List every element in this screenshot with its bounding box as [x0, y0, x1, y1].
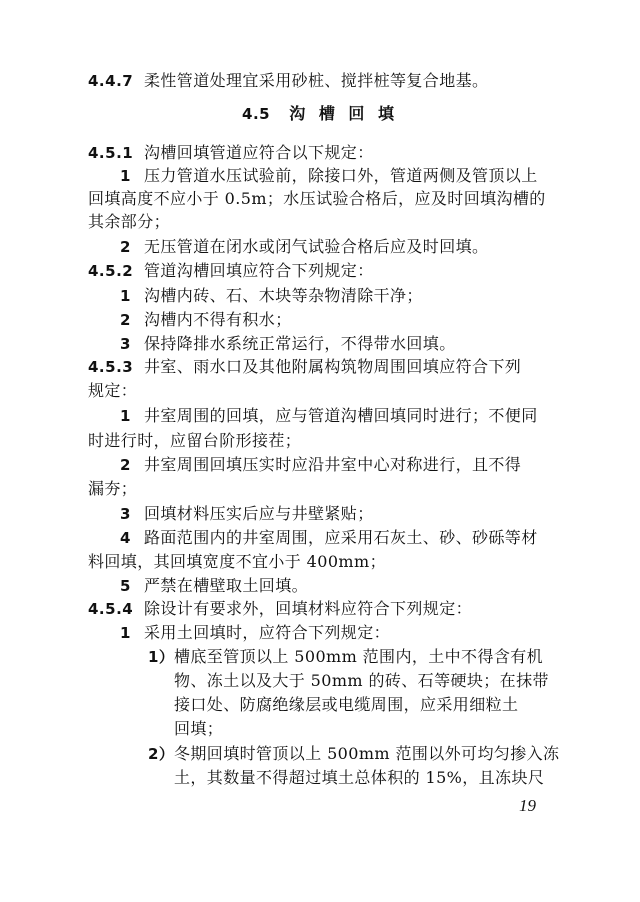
item-number: 1 — [120, 167, 131, 185]
list-item — [120, 165, 538, 187]
page-number: 19 — [519, 796, 536, 815]
item-number: 4 — [120, 529, 131, 547]
clause-number: 4.5.1 — [88, 144, 134, 162]
section-number: 4.5 — [242, 105, 271, 123]
continuation-line: 土，其数量不得超过填土总体积的 15%，且冻块尺 — [174, 768, 545, 787]
section-heading — [0, 103, 640, 125]
clause-4-5-1 — [88, 142, 374, 164]
continuation-line: 料回填，其回填宽度不宜小于 400mm； — [88, 552, 386, 571]
continuation-line: 其余部分； — [88, 212, 171, 231]
clause-4-5-4 — [88, 598, 472, 620]
item-text: 保持降排水系统正常运行，不得带水回填。 — [144, 334, 456, 353]
continuation-line: 回填高度不应小于 0.5m；水压试验合格后，应及时回填沟槽的 — [88, 189, 546, 208]
item-text: 压力管道水压试验前，除接口外，管道两侧及管顶以上 — [144, 166, 538, 185]
clause-number: 4.5.2 — [88, 262, 134, 280]
item-number: 1 — [120, 407, 131, 425]
continuation-line: 漏夯； — [88, 479, 138, 498]
list-item — [120, 503, 374, 525]
item-number: 2 — [120, 238, 131, 256]
item-number: 2 — [120, 456, 131, 474]
item-number: 1 — [120, 287, 131, 305]
continuation-line: 时进行时，应留台阶形接茬； — [88, 431, 302, 450]
item-number: 3 — [120, 335, 131, 353]
clause-4-4-7 — [88, 70, 488, 92]
sub-item — [148, 743, 559, 765]
item-number: 1 — [120, 624, 131, 642]
item-text: 路面范围内的井室周围，应采用石灰土、砂、砂砾等材 — [144, 528, 538, 547]
continuation-line: 物、冻土以及大于 50mm 的砖、石等硬块；在抹带 — [174, 671, 549, 690]
item-number: 3 — [120, 505, 131, 523]
item-text: 回填材料压实后应与井壁紧贴； — [144, 504, 374, 523]
sub-item-text: 槽底至管顶以上 500mm 范围内，土中不得含有机 — [174, 647, 544, 666]
clause-text: 井室、雨水口及其他附属构筑物周围回填应符合下列 — [144, 357, 522, 376]
section-title: 沟 槽 回 填 — [289, 104, 398, 123]
list-item — [120, 309, 292, 331]
item-text: 采用土回填时，应符合下列规定： — [144, 623, 391, 642]
list-item — [120, 454, 521, 476]
list-item — [120, 527, 538, 549]
list-item — [120, 236, 488, 258]
item-text: 沟槽内砖、石、木块等杂物清除干净； — [144, 286, 423, 305]
item-number: 5 — [120, 577, 131, 595]
clause-number: 4.4.7 — [88, 72, 134, 90]
clause-text: 除设计有要求外，回填材料应符合下列规定： — [144, 599, 473, 618]
clause-number: 4.5.3 — [88, 358, 134, 376]
sub-item-number: 1） — [148, 648, 175, 666]
item-text: 无压管道在闭水或闭气试验合格后应及时回填。 — [144, 237, 489, 256]
list-item — [120, 405, 538, 427]
continuation-line: 规定： — [88, 381, 138, 400]
item-text: 井室周围的回填，应与管道沟槽回填同时进行；不便同 — [144, 406, 538, 425]
sub-item-number: 2） — [148, 745, 175, 763]
clause-number: 4.5.4 — [88, 600, 134, 618]
continuation-line: 接口处、防腐绝缘层或电缆周围，应采用细粒土 — [174, 695, 519, 714]
list-item — [120, 622, 390, 644]
continuation-line: 回填； — [174, 719, 224, 738]
list-item — [120, 575, 308, 597]
item-text: 沟槽内不得有积水； — [144, 310, 292, 329]
sub-item — [148, 646, 543, 668]
clause-4-5-2 — [88, 260, 374, 282]
list-item — [120, 333, 456, 355]
clause-text: 沟槽回填管道应符合以下规定： — [144, 143, 374, 162]
item-number: 2 — [120, 311, 131, 329]
list-item — [120, 285, 423, 307]
clause-text: 柔性管道处理宜采用砂桩、搅拌桩等复合地基。 — [144, 71, 489, 90]
clause-text: 管道沟槽回填应符合下列规定： — [144, 261, 374, 280]
clause-4-5-3 — [88, 356, 521, 378]
sub-item-text: 冬期回填时管顶以上 500mm 范围以外可均匀掺入冻 — [174, 744, 560, 763]
item-text: 严禁在槽壁取土回填。 — [144, 576, 309, 595]
item-text: 井室周围回填压实时应沿井室中心对称进行，且不得 — [144, 455, 522, 474]
